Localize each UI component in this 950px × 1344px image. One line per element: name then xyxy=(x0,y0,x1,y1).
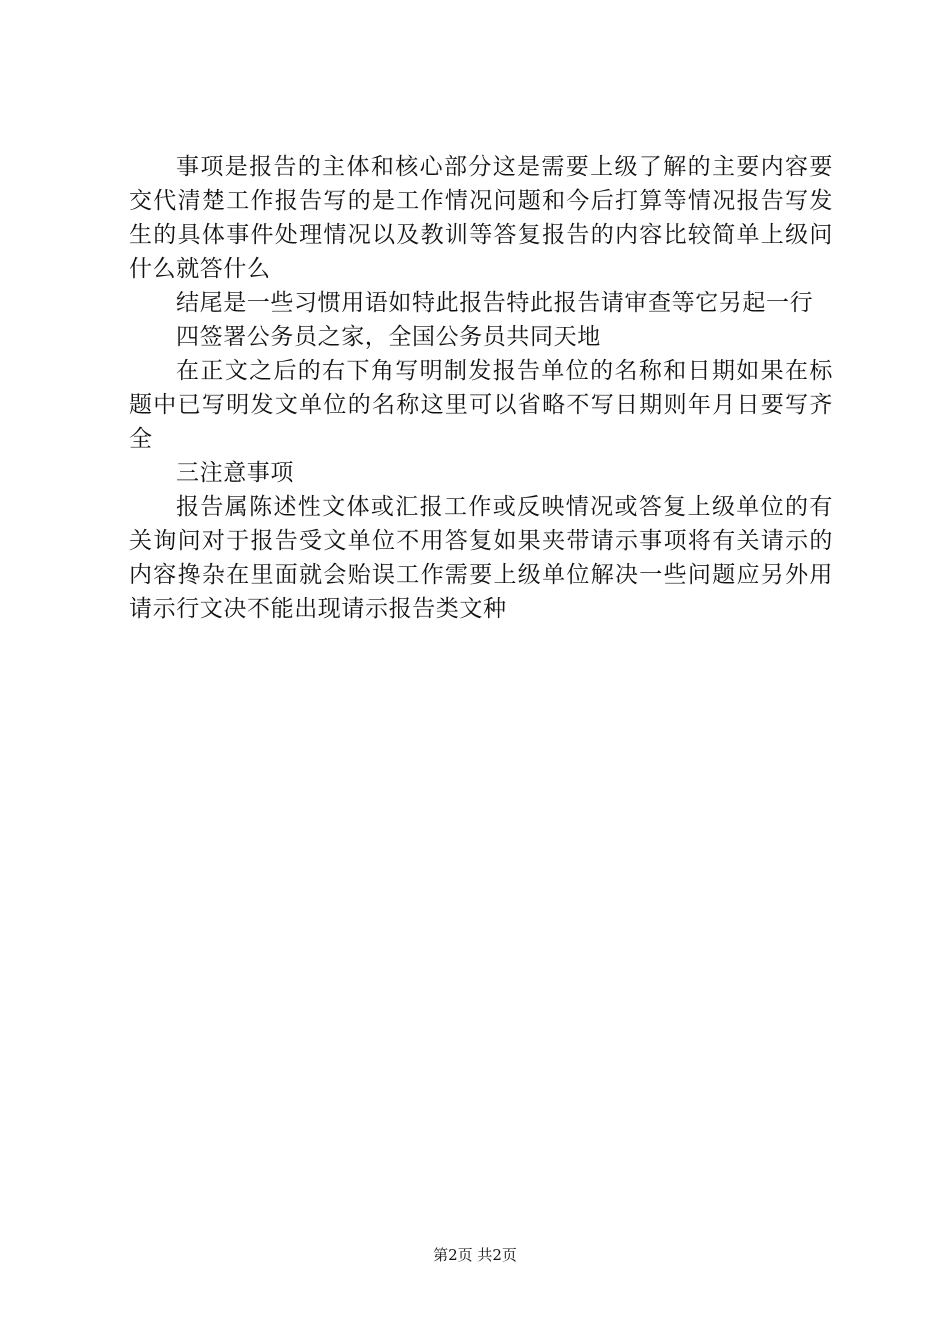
paragraph-notes-content: 报告属陈述性文体或汇报工作或反映情况或答复上级单位的有关询问对于报告受文单位不用答复如果夹带请示事项将有关请示的内容搀杂在里面就会贻误工作需要上级单位解决一些问题应另外用请示行文决不能出现请示报告类文种 xyxy=(129,494,833,622)
paragraph-signature-content: 在正文之后的右下角写明制发报告单位的名称和日期如果在标题中已写明发文单位的名称这里可以省略不写日期则年月日要写齐全 xyxy=(129,358,833,452)
document-body xyxy=(129,150,833,626)
paragraph-signature-heading: 四签署公务员之家，全国公务员共同天地 xyxy=(176,324,601,350)
paragraph-report-content: 事项是报告的主体和核心部分这是需要上级了解的主要内容要交代清楚工作报告写的是工作情况问题和今后打算等情况报告写发生的具体事件处理情况以及教训等答复报告的内容比较简单上级问什么就答什么 xyxy=(129,154,833,282)
paragraph-report-ending: 结尾是一些习惯用语如特此报告特此报告请审查等它另起一行 xyxy=(176,290,814,316)
page-number-footer: 第2页 共2页 xyxy=(433,1246,517,1264)
paragraph-notes-heading: 三注意事项 xyxy=(176,460,294,486)
